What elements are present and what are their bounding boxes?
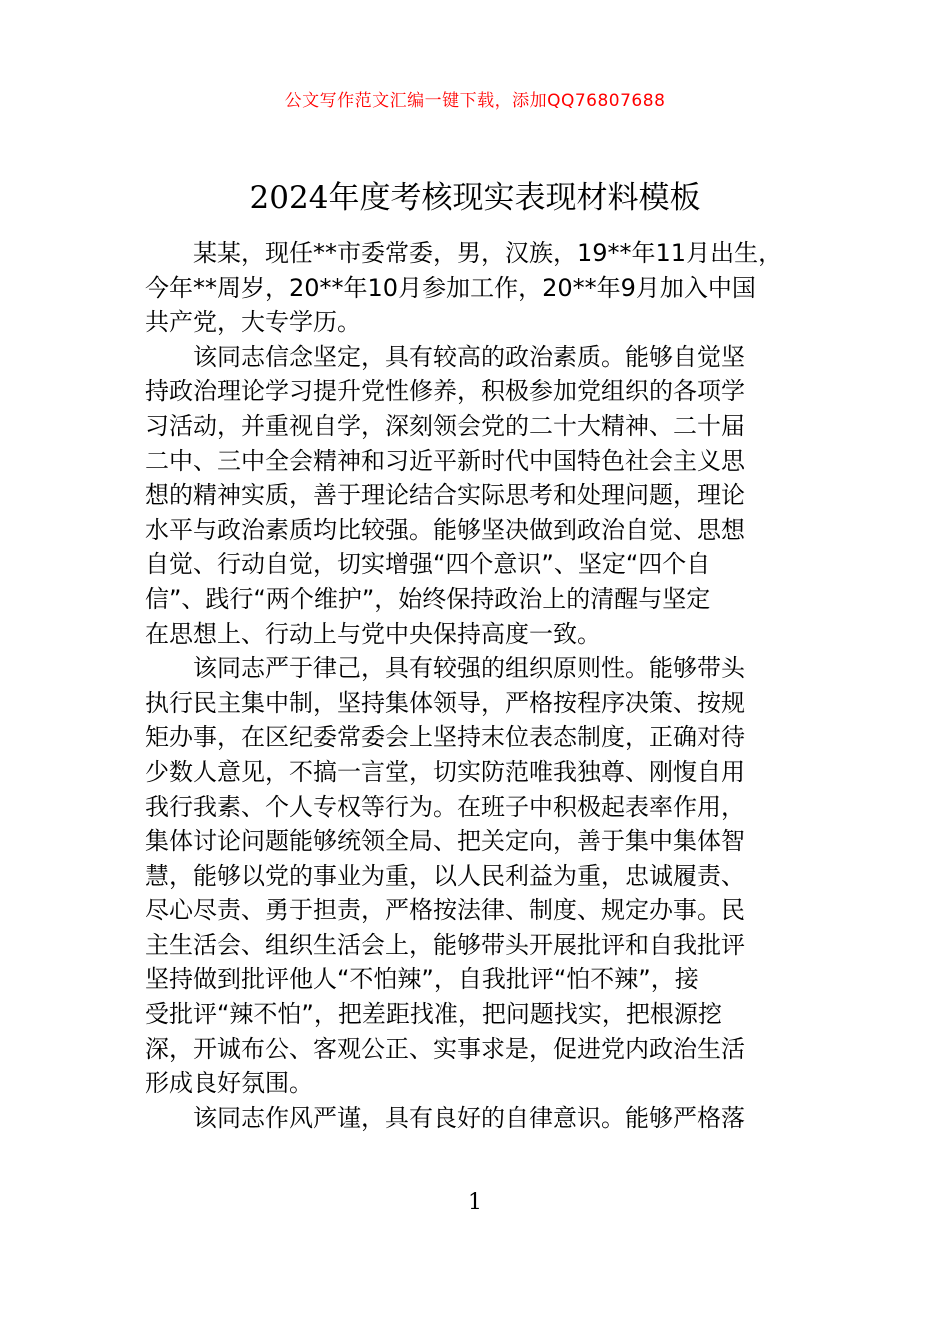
- document-title: 2024年度考核现实表现材料模板: [249, 180, 701, 216]
- paragraph-line: 水平与政治素质均比较强。能够坚决做到政治自觉、思想: [145, 515, 745, 544]
- paragraph-line: 少数人意见，不搞一言堂，切实防范唯我独尊、刚愎自用: [145, 757, 745, 786]
- paragraph-line: 今年**周岁，20**年10月参加工作，20**年9月加入中国: [145, 273, 756, 302]
- paragraph-line: 习活动，并重视自学，深刻领会党的二十大精神、二十届: [145, 411, 745, 440]
- paragraph-work-style: [145, 1101, 817, 1136]
- paragraph-line: 该同志严于律己，具有较强的组织原则性。能够带头: [193, 654, 745, 683]
- paragraph-line: 执行民主集中制，坚持集体领导，严格按程序决策、按规: [145, 688, 745, 717]
- paragraph-line: 形成良好氛围。: [145, 1069, 313, 1098]
- download-note: 公文写作范文汇编一键下载，添加QQ76807688: [284, 91, 666, 111]
- paragraph-line: 我行我素、个人专权等行为。在班子中积极起表率作用，: [145, 792, 745, 821]
- paragraph-line: 持政治理论学习提升党性修养，积极参加党组织的各项学: [145, 377, 745, 406]
- paragraph-line: 想的精神实质，善于理论结合实际思考和处理问题，理论: [145, 481, 745, 510]
- paragraph-line: 在思想上、行动上与党中央保持高度一致。: [145, 619, 601, 648]
- paragraph-line: 共产党，大专学历。: [145, 308, 361, 337]
- paragraph-line: 受批评“辣不怕”，把差距找准，把问题找实，把根源挖: [145, 1000, 722, 1029]
- paragraph-line: 某某，现任**市委常委，男，汉族，19**年11月出生，: [193, 239, 783, 267]
- paragraph-line: 该同志作风严谨，具有良好的自律意识。能够严格落: [193, 1103, 745, 1132]
- paragraph-line: 二中、三中全会精神和习近平新时代中国特色社会主义思: [145, 446, 745, 475]
- paragraph-line: 慧，能够以党的事业为重，以人民利益为重，忠诚履责、: [145, 861, 745, 890]
- paragraph-line: 矩办事，在区纪委常委会上坚持末位表态制度，正确对待: [145, 723, 745, 752]
- paragraph-line: 坚持做到批评他人“不怕辣”，自我批评“怕不辣”，接: [145, 965, 699, 994]
- paragraph-line: 主生活会、组织生活会上，能够带头开展批评和自我批评: [145, 930, 745, 959]
- paragraph-line: 尽心尽责、勇于担责，严格按法律、制度、规定办事。民: [145, 896, 745, 925]
- paragraph-line: 深，开诚布公、客观公正、实事求是，促进党内政治生活: [145, 1034, 745, 1063]
- page-number: 1: [468, 1190, 482, 1215]
- paragraph-line: 该同志信念坚定，具有较高的政治素质。能够自觉坚: [193, 342, 745, 371]
- paragraph-organizational-principle: [145, 651, 817, 1101]
- paragraph-political-quality: [145, 340, 817, 651]
- document-body: [145, 236, 817, 1135]
- paragraph-line: 信”、践行“两个维护”，始终保持政治上的清醒与坚定: [145, 584, 711, 613]
- paragraph-line: 自觉、行动自觉，切实增强“四个意识”、坚定“四个自: [145, 550, 711, 579]
- paragraph-line: 集体讨论问题能够统领全局、把关定向，善于集中集体智: [145, 827, 745, 856]
- paragraph-personal-info: [145, 236, 817, 340]
